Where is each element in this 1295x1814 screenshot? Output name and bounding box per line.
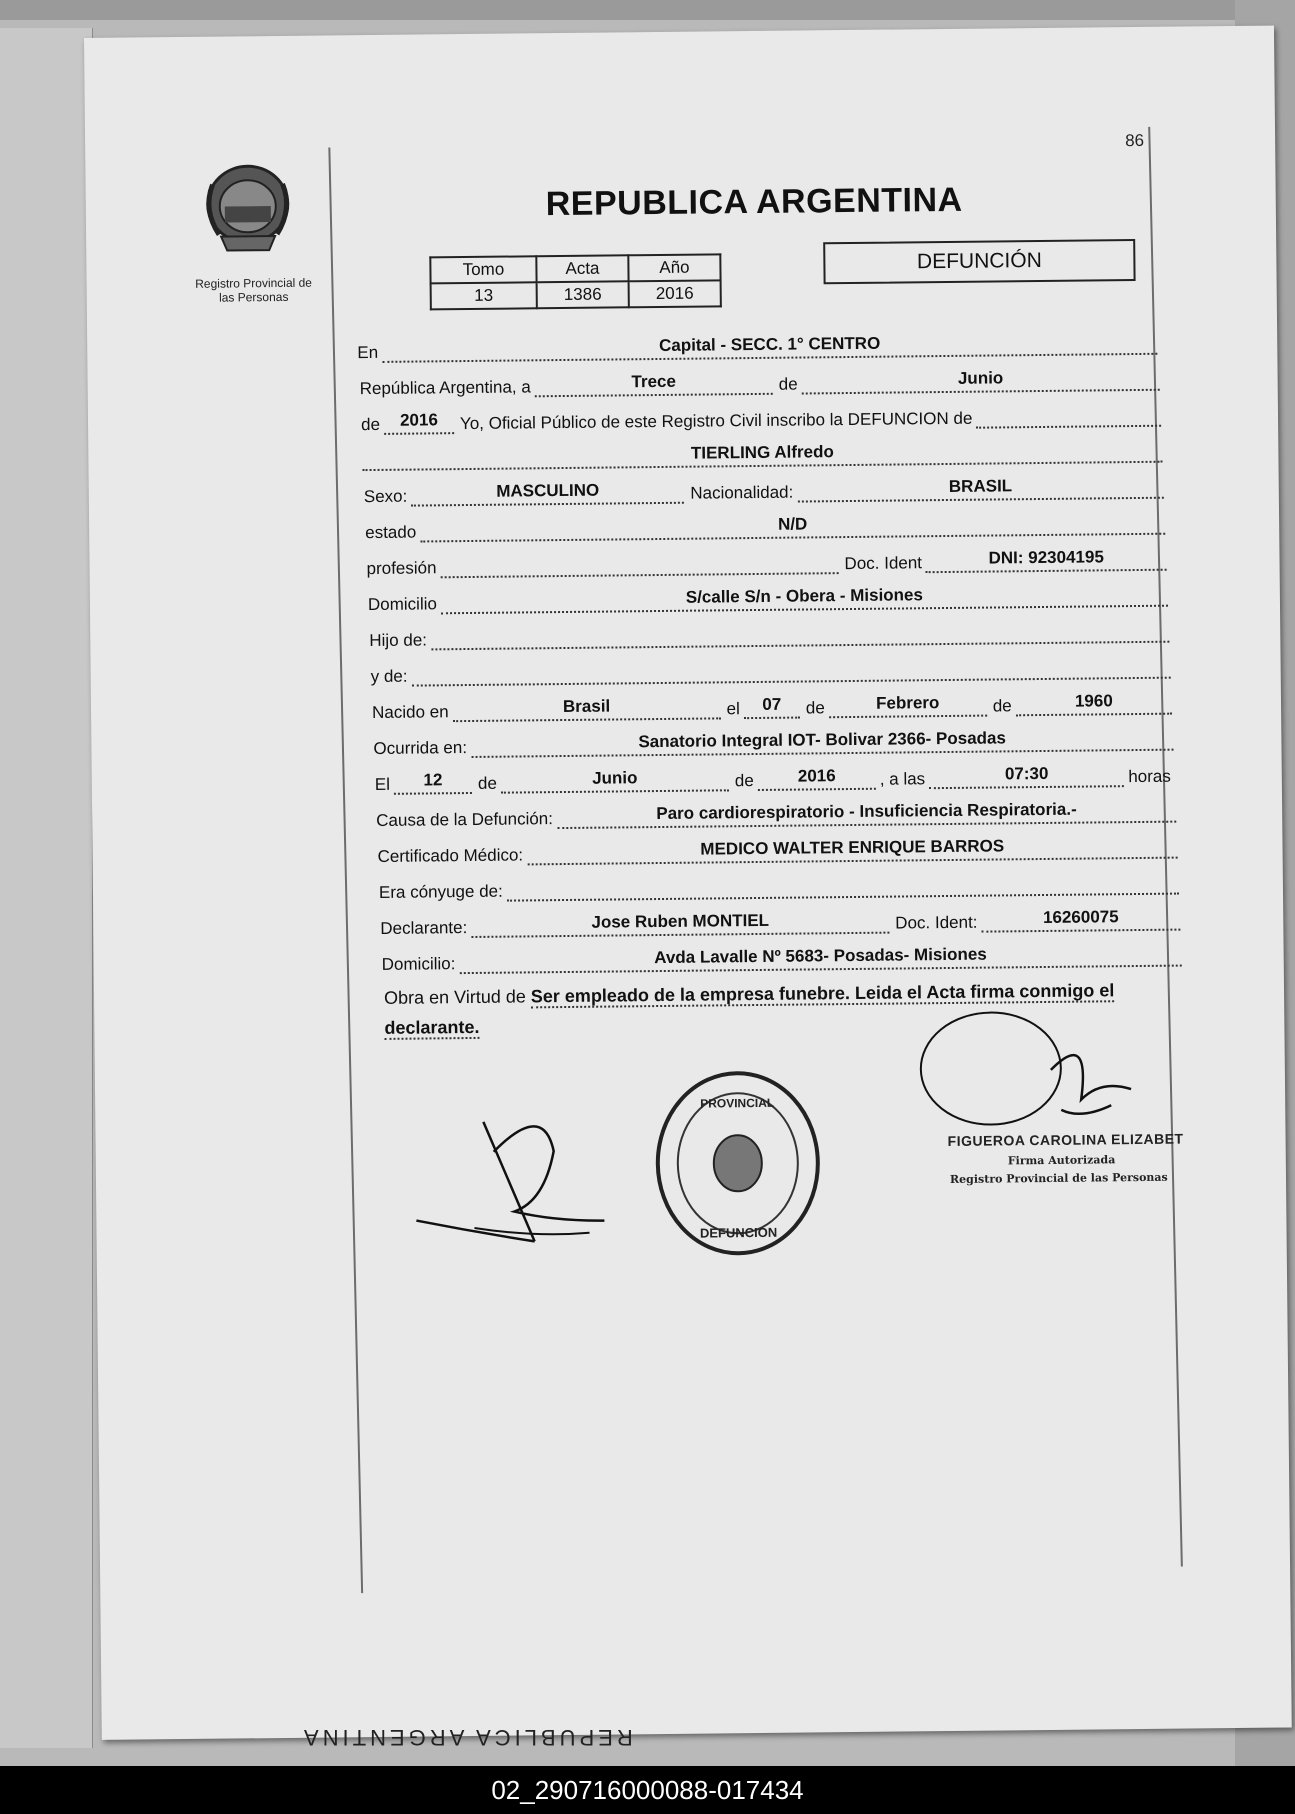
nacido-value: Brasil [452, 695, 720, 722]
row-profesion [366, 541, 1166, 579]
row-declarante [380, 901, 1180, 939]
registro-caption-line2: las Personas [218, 289, 289, 305]
row-conyuge [379, 865, 1179, 903]
republica-label: República Argentina, a [359, 377, 531, 399]
certificado-label: Certificado Médico: [377, 845, 524, 866]
year-value: 2016 [384, 410, 454, 435]
row-deceased [362, 433, 1162, 471]
conyuge-value [507, 871, 1179, 902]
el-label: el [726, 699, 740, 719]
de-label-1: de [778, 374, 798, 394]
svg-text:PROVINCIAL: PROVINCIAL [700, 1095, 775, 1111]
day-word-value: Trece [535, 371, 773, 397]
nacionalidad-value: BRASIL [797, 475, 1164, 503]
row-en [357, 325, 1157, 363]
profesion-label: profesión [366, 558, 437, 579]
row-ocurrida [373, 721, 1173, 759]
ocurrida-label: Ocurrida en: [373, 738, 468, 759]
certificate-page [84, 26, 1292, 1740]
registro-logo-caption [179, 275, 329, 305]
oficial-blank [976, 403, 1161, 429]
row-sexo [364, 469, 1164, 507]
sexo-value: MASCULINO [411, 480, 684, 507]
row-nacido [372, 685, 1172, 723]
oficial-text: Yo, Oficial Público de este Registro Civil inscribo la DEFUNCION de [459, 408, 973, 434]
death-time-value: 07:30 [929, 763, 1124, 789]
tomo-value: 13 [431, 282, 537, 309]
authority-name: FIGUEROA CAROLINA ELIZABET [947, 1130, 1184, 1150]
row-death-date [375, 757, 1175, 795]
tomo-header: Tomo [430, 256, 536, 283]
hijo-value [431, 619, 1170, 651]
birth-year-value: 1960 [1016, 691, 1173, 717]
death-year-value: 2016 [758, 766, 876, 791]
estado-label: estado [365, 522, 417, 543]
doc-ident-label: Doc. Ident [844, 553, 923, 574]
causa-value: Paro cardiorespiratorio - Insuficiencia Respiratoria.- [557, 799, 1176, 829]
el2-label: El [374, 774, 391, 794]
death-month-value: Junio [501, 767, 729, 793]
row-hijo [369, 613, 1169, 651]
certificado-value: MEDICO WALTER ENRIQUE BARROS [527, 835, 1178, 866]
acta-value: 1386 [537, 281, 629, 308]
official-signature-icon [910, 1009, 1151, 1152]
anio-value: 2016 [629, 280, 721, 307]
deceased-name: TIERLING Alfredo [362, 439, 1162, 471]
birth-month-value: Febrero [829, 693, 987, 719]
sexo-label: Sexo: [363, 486, 408, 507]
registro-seal-icon [651, 1066, 825, 1260]
row-causa [376, 793, 1176, 831]
de-label-5: de [734, 771, 754, 791]
obra-value: Ser empleado de la empresa funebre. Leida el Acta firma conmigo el declarante. [384, 980, 1115, 1038]
domicilio2-value: Avda Lavalle Nº 5683- Posadas- Misiones [459, 943, 1182, 975]
de-label-3: de [992, 696, 1012, 716]
de-label-2: de [805, 698, 825, 718]
provincia-misiones-crest-icon [198, 154, 297, 259]
yde-label: y de: [370, 666, 408, 687]
domicilio-label: Domicilio [367, 594, 438, 615]
obra-label: Obra en Virtud de [383, 986, 526, 1008]
hijo-label: Hijo de: [369, 630, 428, 651]
ocurrida-value: Sanatorio Integral IOT- Bolivar 2366- Posadas [471, 727, 1174, 758]
row-domicilio [368, 577, 1168, 615]
row-domicilio2 [382, 937, 1182, 975]
svg-text:DEFUNCION: DEFUNCION [699, 1224, 778, 1241]
left-binder-sheet [0, 28, 93, 1748]
record-type-box: DEFUNCIÓN [823, 239, 1135, 284]
yde-value [411, 655, 1170, 687]
birth-day-value: 07 [744, 695, 800, 720]
row-certificado [377, 829, 1177, 867]
authority-role: Firma Autorizada [1007, 1153, 1116, 1168]
estado-value: N/D [420, 511, 1165, 543]
document-title: REPUBLICA ARGENTINA [545, 180, 963, 224]
row-year [361, 397, 1161, 435]
en-label: En [357, 342, 379, 363]
row-estado [365, 505, 1165, 543]
domicilio-value: S/calle S/n - Obera - Misiones [441, 583, 1168, 615]
row-yde [370, 649, 1170, 687]
doc2-label: Doc. Ident: [895, 912, 978, 933]
declarante-signature-icon [413, 1110, 635, 1262]
month-value: Junio [802, 367, 1160, 395]
profesion-value [440, 550, 838, 578]
doc2-value: 16260075 [981, 907, 1180, 933]
declarante-label: Declarante: [380, 918, 468, 938]
horas-label: horas [1128, 766, 1171, 787]
row-republica [359, 361, 1159, 399]
de-label-4: de [477, 773, 497, 793]
causa-label: Causa de la Defunción: [376, 809, 554, 830]
nacionalidad-label: Nacionalidad: [690, 482, 794, 503]
authority-org: Registro Provincial de las Personas [949, 1170, 1168, 1186]
death-day-value: 12 [394, 770, 472, 795]
domicilio2-label: Domicilio: [381, 954, 456, 974]
alas-label: , a las [879, 769, 926, 789]
en-value: Capital - SECC. 1° CENTRO [382, 331, 1157, 363]
declarante-value: Jose Ruben MONTIEL [471, 910, 889, 938]
doc-ident-value: DNI: 92304195 [926, 547, 1167, 574]
left-margin-rule [328, 147, 363, 1593]
underlying-page-mirrored-title: REPUBLICA ARGENTINA [300, 1725, 633, 1750]
anio-header: Año [628, 254, 720, 281]
nacido-label: Nacido en [371, 702, 449, 723]
page-number: 86 [1125, 130, 1145, 151]
registro-caption-line1: Registro Provincial de [195, 275, 313, 291]
conyuge-label: Era cónyuge de: [378, 881, 503, 902]
acta-header: Acta [536, 255, 628, 282]
reference-table [429, 253, 722, 310]
de-year-label: de [360, 414, 381, 435]
scan-footer-code: 02_290716000088-017434 [0, 1766, 1295, 1814]
